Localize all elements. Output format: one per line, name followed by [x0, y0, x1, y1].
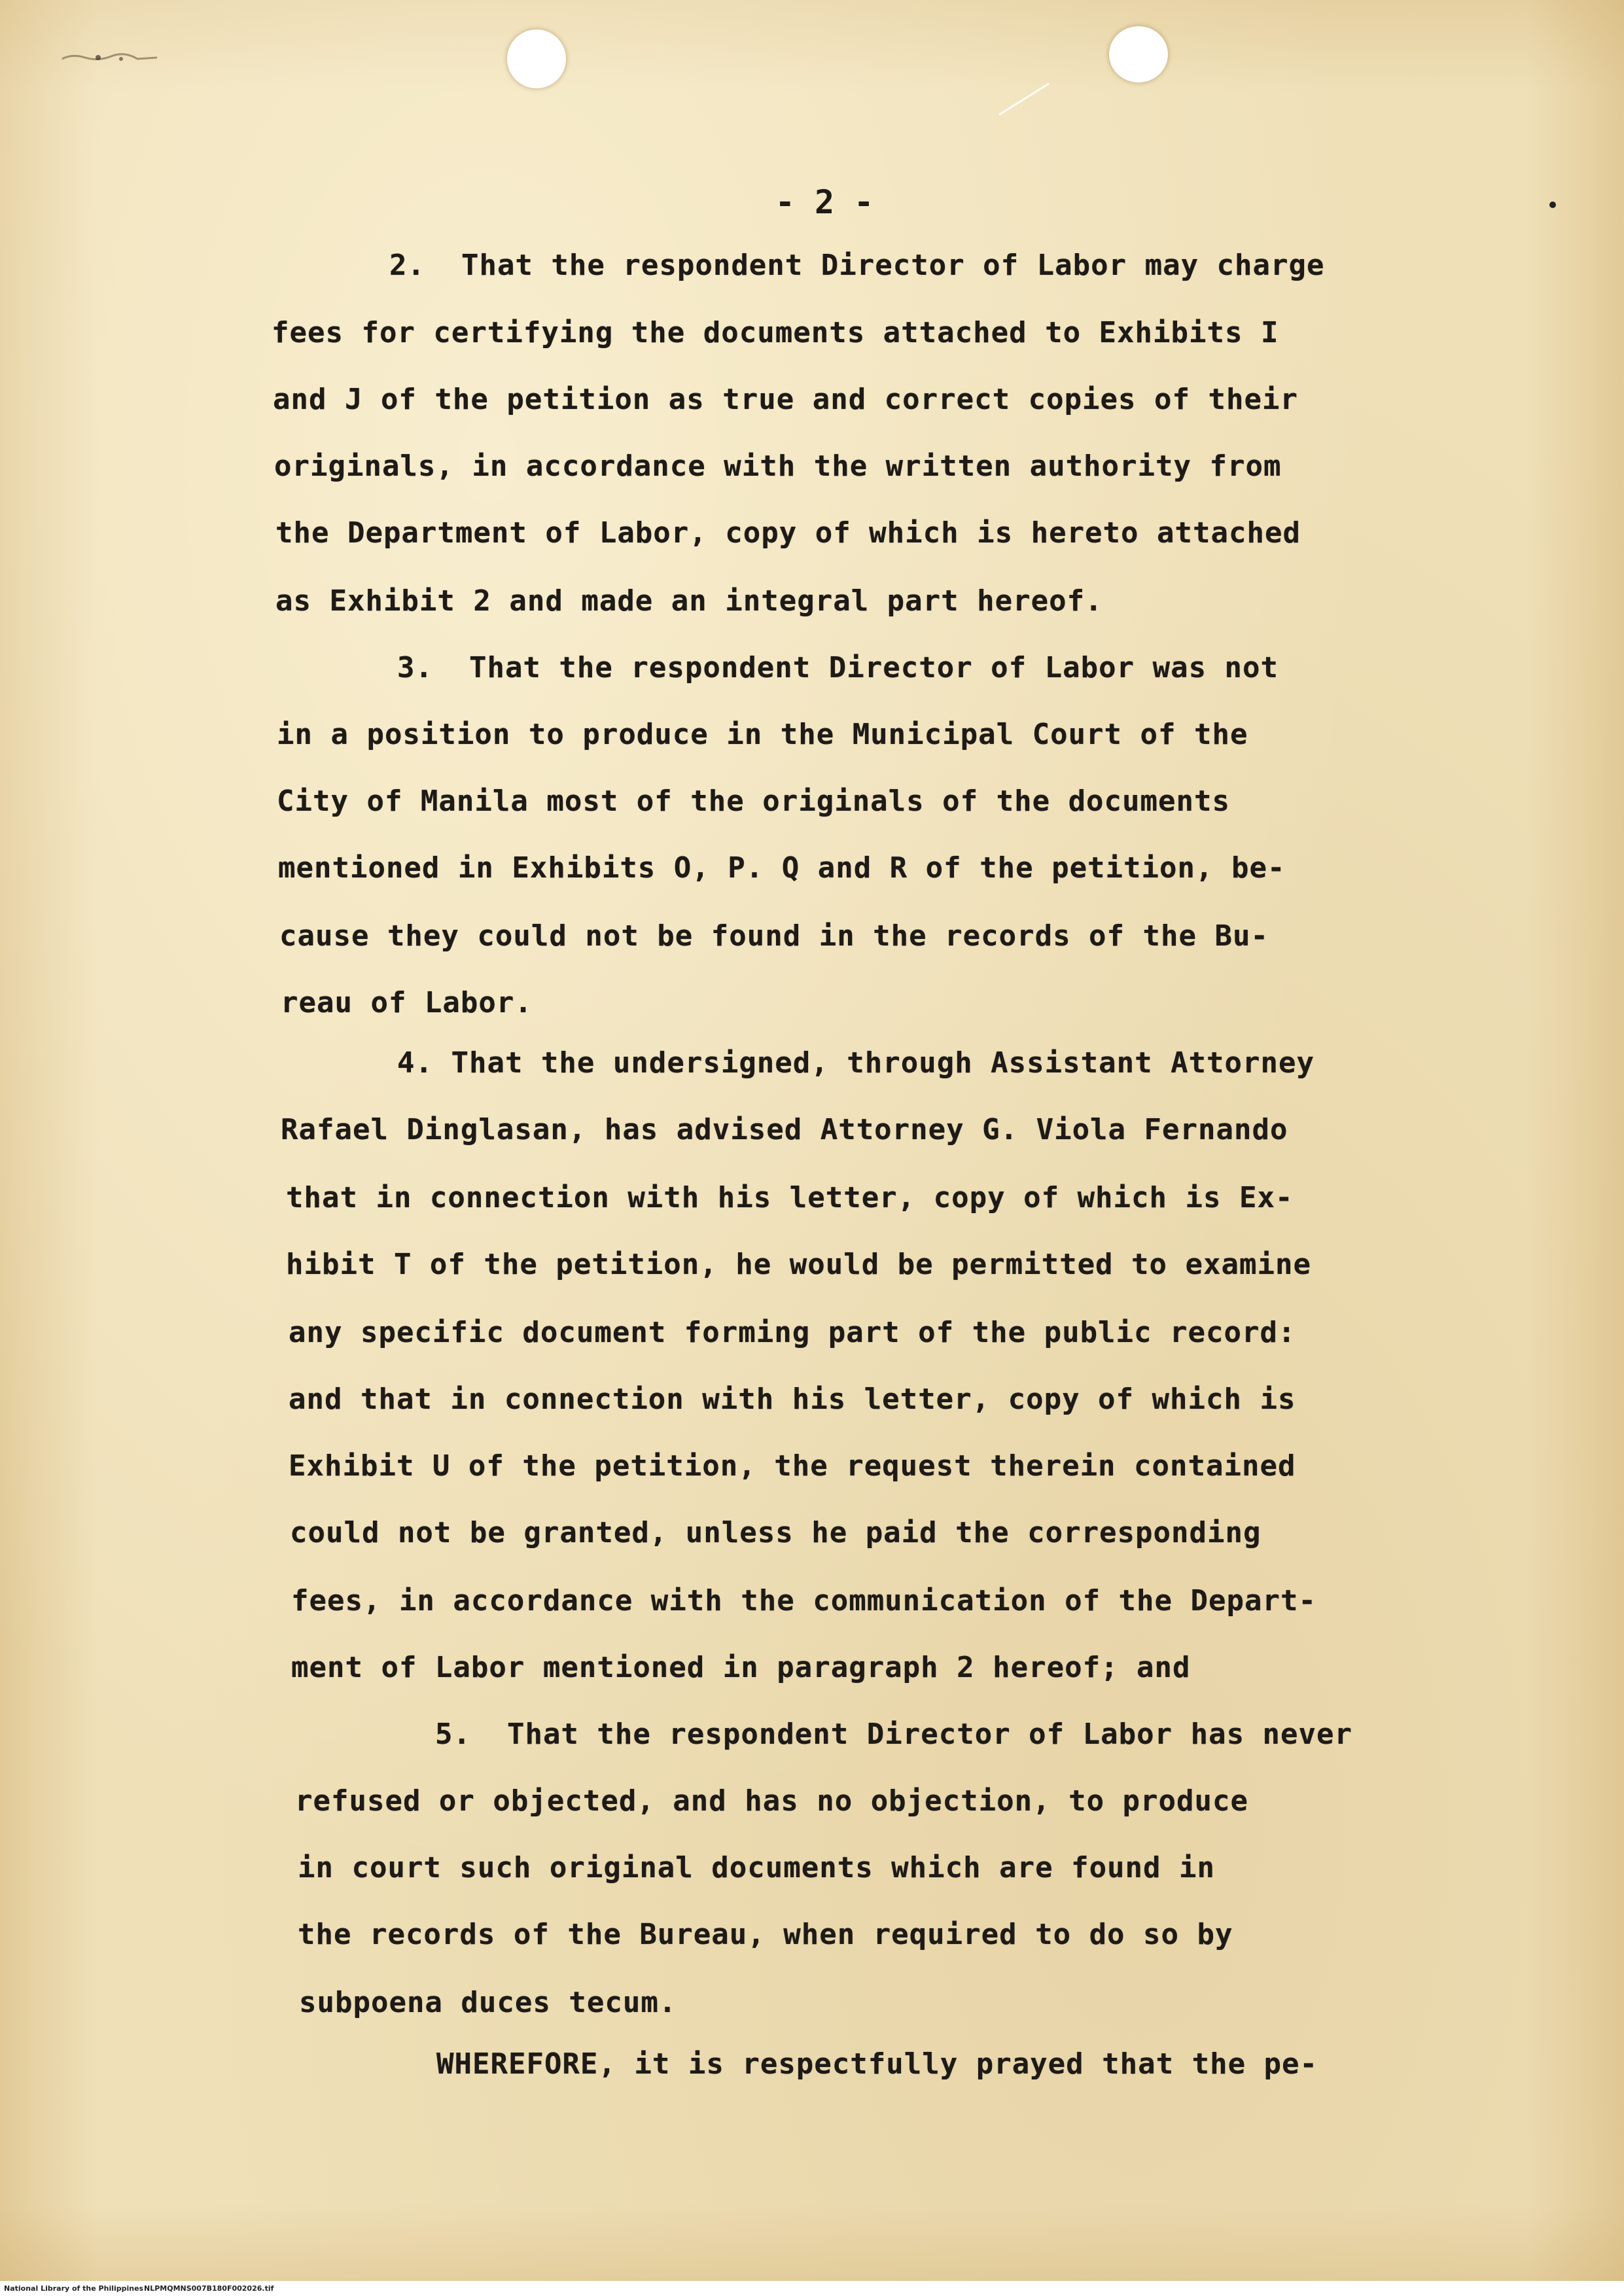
footer-library: National Library of the Philippines: [4, 2284, 144, 2293]
punch-hole-right: [1109, 26, 1168, 82]
text-line-28: WHEREFORE, it is respectfully prayed that the pe-: [436, 2047, 1318, 2081]
text-line-7: 3. That the respondent Director of Labor was not: [397, 651, 1279, 684]
text-line-13: 4. That the undersigned, through Assistant Attorney: [397, 1046, 1315, 1080]
text-line-14: Rafael Dinglasan, has advised Attorney G. Viola Fernando: [281, 1113, 1288, 1146]
text-line-20: could not be granted, unless he paid the corresponding: [290, 1516, 1262, 1549]
text-line-8: in a position to produce in the Municipal Court of the: [277, 718, 1248, 751]
text-line-22: ment of Labor mentioned in paragraph 2 hereof; and: [291, 1651, 1191, 1684]
text-line-25: in court such original documents which are found in: [298, 1851, 1216, 1884]
text-line-16: hibit T of the petition, he would be permitted to examine: [286, 1248, 1311, 1281]
text-line-18: and that in connection with his letter, copy of which is: [289, 1383, 1296, 1416]
text-line-9: City of Manila most of the originals of the documents: [277, 785, 1230, 818]
scan-footer: [0, 2281, 1624, 2296]
footer-file-id: NLPMQMNS007B180F002026.tif: [144, 2284, 274, 2293]
text-line-21: fees, in accordance with the communication of the Depart-: [291, 1584, 1316, 1617]
ink-dot: [1549, 202, 1556, 208]
text-line-5: the Department of Labor, copy of which is hereto attached: [275, 516, 1301, 550]
text-line-3: and J of the petition as true and correct copies of their: [273, 383, 1298, 416]
text-line-27: subpoena duces tecum.: [299, 1986, 677, 2019]
punch-hole-left: [507, 29, 566, 88]
text-line-10: mentioned in Exhibits O, P. Q and R of the petition, be-: [278, 851, 1286, 885]
text-line-15: that in connection with his letter, copy of which is Ex-: [286, 1181, 1294, 1214]
text-line-11: cause they could not be found in the records of the Bu-: [279, 919, 1269, 953]
text-line-1: 2. That the respondent Director of Labor may charge: [389, 249, 1325, 282]
text-line-26: the records of the Bureau, when required to do so by: [298, 1918, 1233, 1951]
text-line-2: fees for certifying the documents attached to Exhibits I: [272, 316, 1279, 349]
text-line-23: 5. That the respondent Director of Labor has never: [435, 1718, 1353, 1751]
ink-specks: [59, 46, 164, 72]
text-line-12: reau of Labor.: [281, 986, 533, 1019]
paper-tear: [998, 82, 1050, 115]
text-line-24: refused or objected, and has no objection, to produce: [295, 1784, 1248, 1818]
text-line-6: as Exhibit 2 and made an integral part hereof.: [275, 584, 1103, 618]
page-number: - 2 -: [775, 183, 874, 221]
text-line-4: originals, in accordance with the written authority from: [274, 450, 1282, 483]
text-line-19: Exhibit U of the petition, the request therein contained: [289, 1449, 1296, 1483]
text-line-17: any specific document forming part of the public record:: [289, 1316, 1296, 1349]
